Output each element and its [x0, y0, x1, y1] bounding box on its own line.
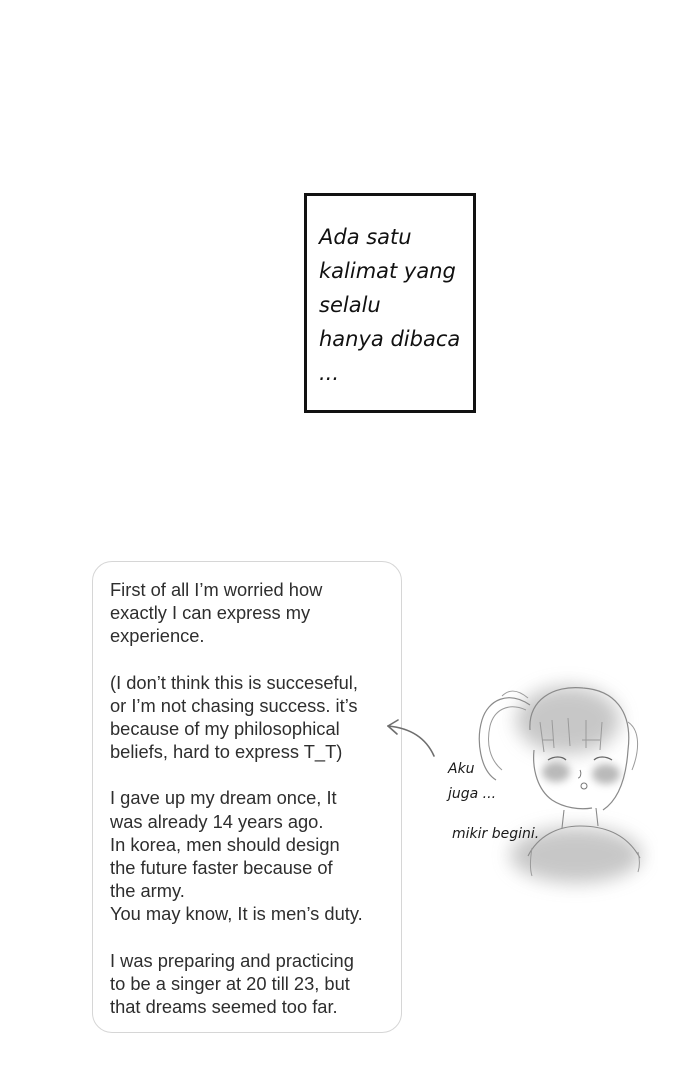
- message-card: [92, 561, 402, 1033]
- annotation-line: Aku: [448, 761, 475, 777]
- message-line: experience.: [110, 625, 205, 647]
- message-line: to be a singer at 20 till 23, but: [110, 972, 350, 994]
- message-paragraph: [110, 949, 393, 1019]
- message-line: In korea, men should design: [110, 833, 340, 855]
- message-line: beliefs, hard to express T_T): [110, 741, 343, 763]
- narration-line: Ada satu: [319, 225, 412, 249]
- message-line: I was preparing and practicing: [110, 949, 354, 971]
- curved-arrow-icon: [378, 708, 448, 768]
- message-paragraph: [110, 786, 393, 925]
- message-line: because of my philosophical: [110, 718, 340, 740]
- message-line: was already 14 years ago.: [110, 810, 324, 832]
- annotation-line: mikir begini.: [452, 826, 540, 842]
- message-line: that dreams seemed too far.: [110, 996, 338, 1018]
- narration-line: hanya dibaca: [319, 327, 461, 351]
- narration-line: selalu: [319, 293, 381, 317]
- message-line: the army.: [110, 880, 185, 902]
- message-paragraph: [110, 578, 393, 648]
- message-paragraph: [110, 671, 393, 764]
- narration-box: [304, 193, 476, 413]
- message-line: exactly I can express my: [110, 602, 311, 624]
- message-line: First of all I’m worried how: [110, 579, 323, 600]
- narration-line: ...: [319, 361, 340, 385]
- message-line: I gave up my dream once, It: [110, 787, 337, 809]
- message-line: or I’m not chasing success. it’s: [110, 694, 358, 716]
- annotation-line: juga ...: [448, 786, 497, 802]
- narration-line: kalimat yang: [319, 259, 456, 283]
- message-line: the future faster because of: [110, 857, 333, 879]
- girl-sketch-illustration: [468, 660, 658, 910]
- message-line: You may know, It is men’s duty.: [110, 903, 363, 925]
- message-line: (I don’t think this is succeseful,: [110, 671, 358, 693]
